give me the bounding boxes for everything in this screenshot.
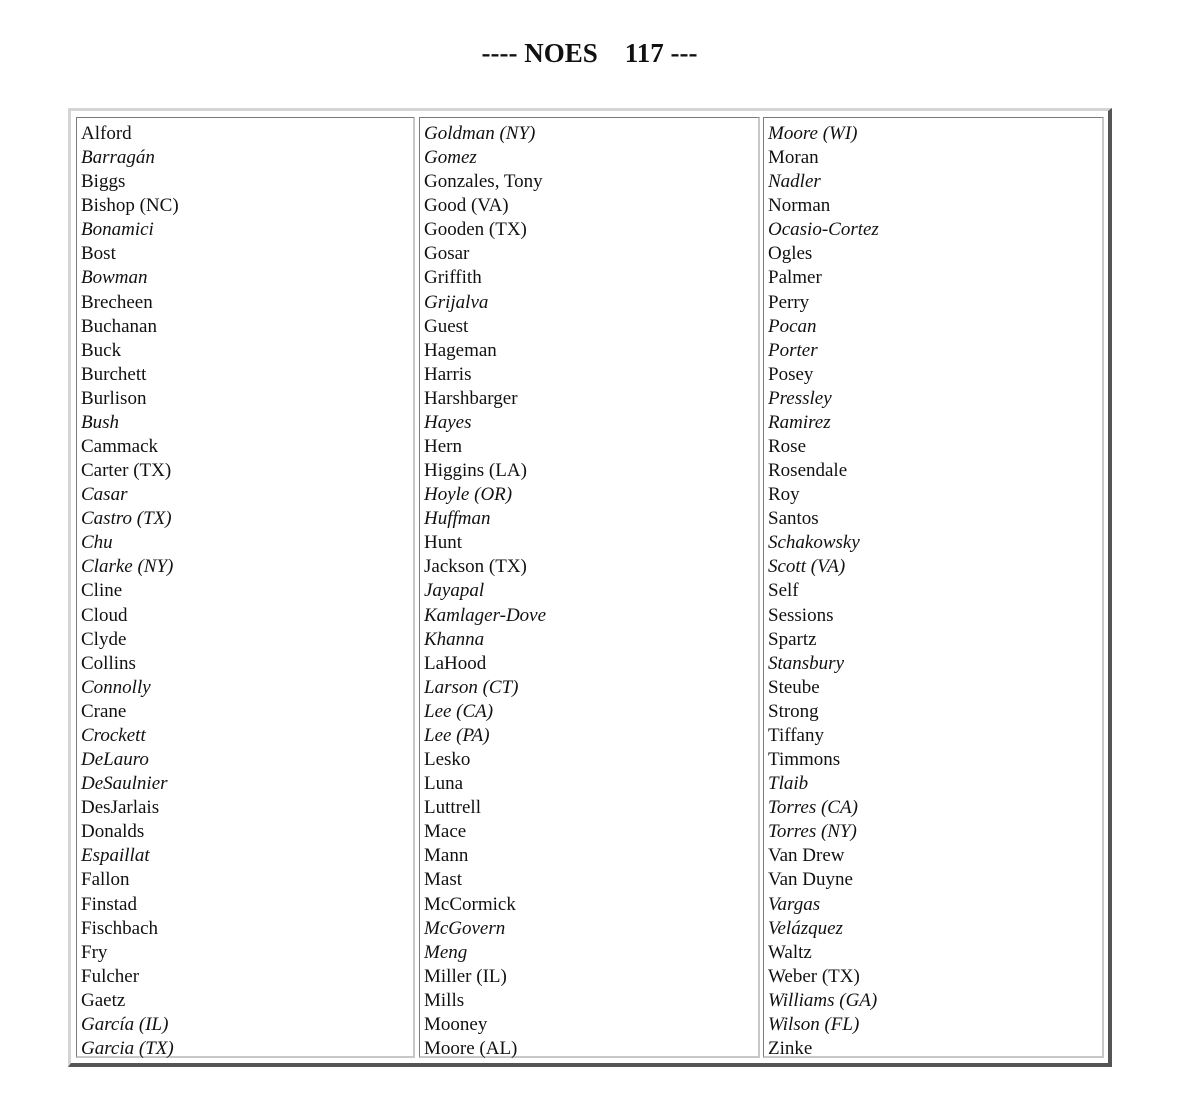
- member-name: Pressley: [768, 387, 832, 409]
- member-name: Rosendale: [768, 460, 848, 482]
- member-name: Schakowsky: [768, 532, 860, 554]
- member-name: Huffman: [424, 508, 491, 530]
- member-name: Tiffany: [768, 724, 824, 746]
- member-name: Harshbarger: [424, 387, 518, 409]
- member-name: Van Drew: [768, 845, 845, 867]
- member-name: Goldman (NY): [424, 123, 536, 144]
- member-name: Williams (GA): [768, 989, 878, 1011]
- member-name: Hayes: [424, 411, 472, 433]
- member-name: Clarke (NY): [81, 556, 174, 578]
- member-column-2: [419, 117, 760, 1058]
- member-name: Rose: [768, 436, 806, 458]
- member-name: Barragán: [81, 147, 155, 169]
- member-name: Alford: [81, 123, 132, 144]
- member-name: Gooden (TX): [424, 219, 527, 241]
- member-name: Bush: [81, 411, 119, 433]
- member-name: Posey: [768, 363, 814, 385]
- member-name: Fry: [81, 941, 108, 963]
- member-name: Guest: [424, 315, 469, 337]
- member-name: Espaillat: [81, 845, 150, 867]
- member-name: Carter (TX): [81, 460, 172, 482]
- member-table: [68, 108, 1112, 1067]
- member-column-3: [763, 117, 1104, 1058]
- member-name: Mills: [424, 989, 465, 1011]
- member-name: Harris: [424, 363, 472, 385]
- member-name: Bishop (NC): [81, 195, 179, 217]
- member-name: Cloud: [81, 604, 128, 626]
- member-name: Santos: [768, 508, 819, 530]
- member-name: Cline: [81, 580, 123, 602]
- member-name: Connolly: [81, 676, 151, 698]
- member-name: Moore (WI): [768, 123, 858, 144]
- member-name: Wilson (FL): [768, 1013, 860, 1035]
- member-name: Garcia (TX): [81, 1037, 174, 1059]
- vote-heading: ---- NOES 117 ---: [481, 38, 698, 68]
- member-name: Chu: [81, 532, 113, 554]
- member-name: Bonamici: [81, 219, 154, 241]
- member-name: Gonzales, Tony: [424, 171, 543, 193]
- member-name: Mast: [424, 869, 462, 891]
- member-name: LaHood: [424, 652, 487, 674]
- member-name: García (IL): [81, 1013, 169, 1035]
- member-name: Lesko: [424, 749, 471, 771]
- member-name: Ramirez: [768, 411, 831, 433]
- member-name: Norman: [768, 195, 831, 217]
- member-name: Moran: [768, 147, 819, 169]
- member-name: Velázquez: [768, 917, 843, 939]
- member-name: Waltz: [768, 941, 812, 963]
- member-name: Donalds: [81, 821, 145, 843]
- member-name: Mace: [424, 821, 467, 843]
- member-name: Vargas: [768, 893, 821, 915]
- member-name: Gomez: [424, 147, 477, 169]
- member-name: Palmer: [768, 267, 822, 289]
- member-name: Moore (AL): [424, 1037, 518, 1059]
- member-name: Hunt: [424, 532, 462, 554]
- member-name: Fallon: [81, 869, 130, 891]
- member-name: Bost: [81, 243, 116, 265]
- member-name: Cammack: [81, 436, 159, 458]
- member-name: Nadler: [768, 171, 821, 193]
- member-name: Self: [768, 580, 799, 602]
- member-name: Fischbach: [81, 917, 159, 939]
- member-name: Crockett: [81, 724, 146, 746]
- member-name: Jackson (TX): [424, 556, 527, 578]
- member-name: Buck: [81, 339, 122, 361]
- member-name: Gaetz: [81, 989, 126, 1011]
- member-name: McGovern: [424, 917, 506, 939]
- member-name: Hoyle (OR): [424, 484, 513, 506]
- member-name: Tlaib: [768, 773, 809, 795]
- member-name: Larson (CT): [424, 676, 519, 698]
- member-name: DeSaulnier: [81, 773, 168, 795]
- member-name: Gosar: [424, 243, 470, 265]
- member-name: Fulcher: [81, 965, 140, 987]
- member-column-1: [76, 117, 415, 1058]
- member-name: DesJarlais: [81, 797, 160, 819]
- member-name: Buchanan: [81, 315, 157, 337]
- member-name: Jayapal: [424, 580, 485, 602]
- member-name: Zinke: [768, 1037, 813, 1059]
- member-name: Luttrell: [424, 797, 481, 819]
- member-name: Sessions: [768, 604, 834, 626]
- member-name: Lee (PA): [424, 724, 490, 746]
- member-name: McCormick: [424, 893, 516, 915]
- member-name: Scott (VA): [768, 556, 846, 578]
- member-name: Clyde: [81, 628, 127, 650]
- member-name: Ocasio-Cortez: [768, 219, 879, 241]
- member-name: Higgins (LA): [424, 460, 527, 482]
- member-name: Grijalva: [424, 291, 489, 313]
- member-name: Van Duyne: [768, 869, 853, 891]
- member-name: Collins: [81, 652, 136, 674]
- member-name: Porter: [768, 339, 818, 361]
- member-name: Casar: [81, 484, 128, 506]
- member-name: Griffith: [424, 267, 482, 289]
- member-name: Mooney: [424, 1013, 488, 1035]
- member-name: Strong: [768, 700, 819, 722]
- member-name: Roy: [768, 484, 800, 506]
- member-name: Kamlager-Dove: [424, 604, 547, 626]
- member-name: Weber (TX): [768, 965, 860, 987]
- member-name: Khanna: [424, 628, 485, 650]
- member-name: Spartz: [768, 628, 817, 650]
- member-name: Hern: [424, 436, 462, 458]
- member-name: Meng: [424, 941, 468, 963]
- member-name: Mann: [424, 845, 469, 867]
- member-name: Finstad: [81, 893, 137, 915]
- member-name: Burchett: [81, 363, 147, 385]
- member-name: Timmons: [768, 749, 841, 771]
- member-name: Luna: [424, 773, 464, 795]
- member-name: Steube: [768, 676, 820, 698]
- member-name: Biggs: [81, 171, 126, 193]
- member-name: Stansbury: [768, 652, 844, 674]
- member-name: Miller (IL): [424, 965, 507, 987]
- member-name: Ogles: [768, 243, 813, 265]
- member-name: Good (VA): [424, 195, 509, 217]
- member-name: Hageman: [424, 339, 497, 361]
- member-name: Perry: [768, 291, 810, 313]
- member-name: Crane: [81, 700, 127, 722]
- member-name: Torres (NY): [768, 821, 857, 843]
- member-name: DeLauro: [81, 749, 149, 771]
- member-name: Burlison: [81, 387, 147, 409]
- member-name: Bowman: [81, 267, 148, 289]
- member-name: Torres (CA): [768, 797, 858, 819]
- member-name: Brecheen: [81, 291, 153, 313]
- member-name: Castro (TX): [81, 508, 172, 530]
- member-name: Pocan: [768, 315, 817, 337]
- member-name: Lee (CA): [424, 700, 494, 722]
